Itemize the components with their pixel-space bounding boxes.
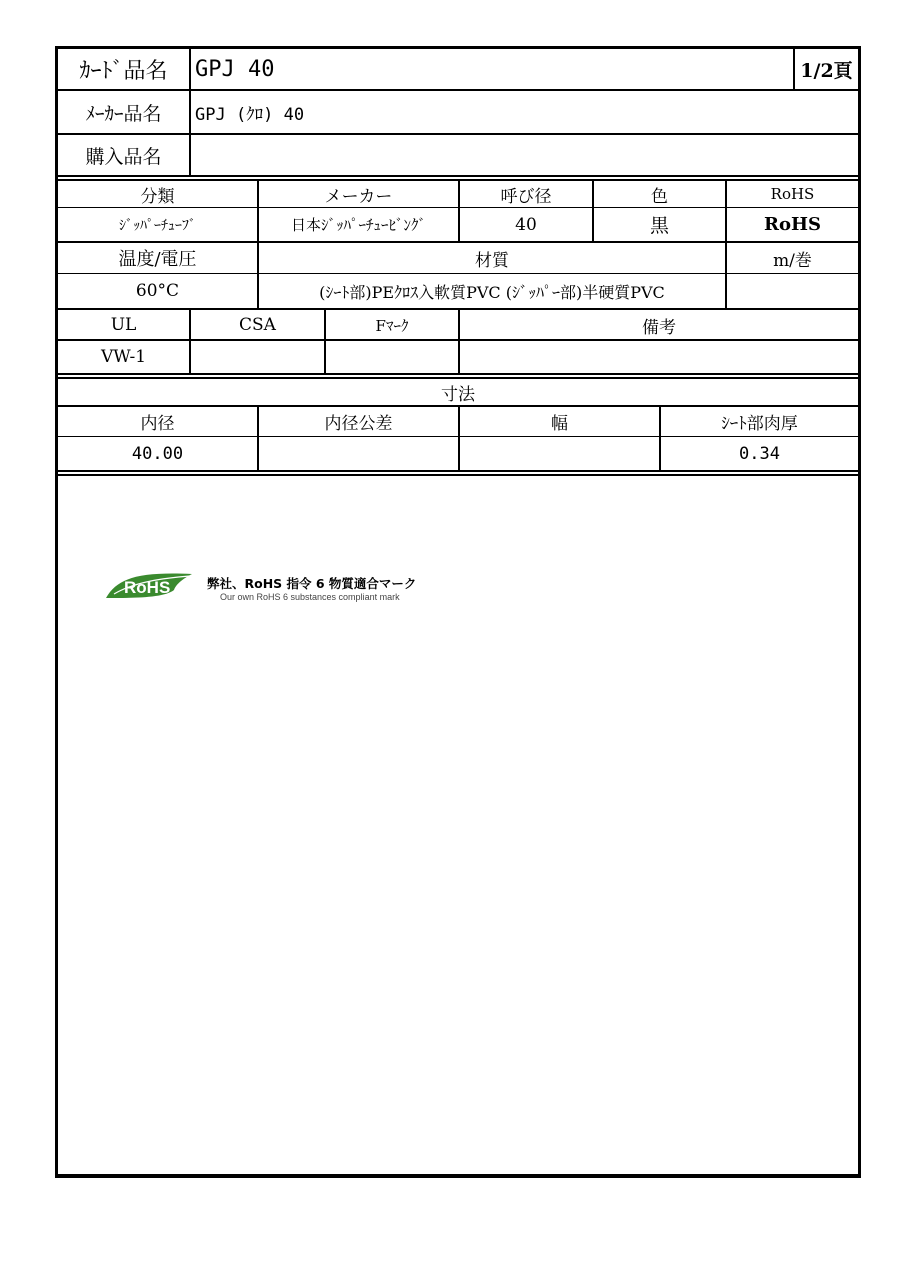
material-value: (ｼｰﾄ部)PEｸﾛｽ入軟質PVC (ｼﾞｯﾊﾟｰ部)半硬質PVC [319,282,665,302]
f-mark-header: Fﾏｰｸ [375,316,409,335]
rohs-mark [104,568,464,608]
maker-name-value: GPJ (ｸﾛ) 40 [195,104,305,125]
card-name-value: GPJ 40 [195,56,275,82]
remarks-value [460,341,858,373]
frame-bottom [55,1174,861,1178]
frame-right [858,46,861,1178]
ul-header: UL [110,315,137,335]
material-header: 材質 [475,250,509,271]
purchase-name-label: 購入品名 [85,145,162,168]
card-name-label: ｶｰﾄﾞ品名 [79,58,168,84]
inner-diameter-tolerance-value [259,437,458,470]
remarks-header: 備考 [642,317,676,338]
maker-name-label: ﾒｰｶｰ品名 [85,102,162,125]
per-roll-header: m/巻 [773,250,812,271]
category-header: 分類 [140,186,175,207]
f-mark-value [326,341,458,373]
width-header: 幅 [551,414,568,434]
rohs-header: RoHS [770,185,815,203]
temp-voltage-header: 温度/電圧 [118,249,197,270]
width-value [460,437,659,470]
nominal-size-header: 呼び径 [500,186,552,207]
inner-diameter-header: 内径 [140,414,175,434]
category-value: ｼﾞｯﾊﾟｰﾁｭｰﾌﾞ [119,217,196,234]
sheet-thickness-value: 0.34 [739,443,780,464]
per-roll-value [727,274,858,308]
sheet-thickness-header: ｼｰﾄ部肉厚 [721,414,798,434]
color-value: 黒 [649,215,669,237]
nominal-size-value: 40 [515,214,537,235]
purchase-name-value [191,135,862,175]
rohs-caption-en: Our own RoHS 6 substances compliant mark [220,592,400,602]
temp-voltage-value: 60°C [135,281,180,301]
maker-value: 日本ｼﾞｯﾊﾟｰﾁｭｰﾋﾞﾝｸﾞ [290,216,426,234]
page-number: 1/2頁 [800,59,853,82]
maker-header: メーカー [324,186,393,207]
rohs-value: RoHS [764,214,821,235]
ul-value: VW-1 [100,347,147,367]
inner-diameter-value: 40.00 [131,443,184,464]
dimensions-title: 寸法 [441,384,475,405]
color-header: 色 [651,186,668,207]
inner-diameter-tolerance-header: 内径公差 [324,414,393,434]
csa-header: CSA [239,315,276,335]
csa-value [191,341,324,373]
svg-text:RoHS: RoHS [124,578,171,597]
rohs-caption-jp: 弊社、RoHS 指令 6 物質適合マーク [207,576,417,591]
rohs-logo-icon [104,568,200,604]
